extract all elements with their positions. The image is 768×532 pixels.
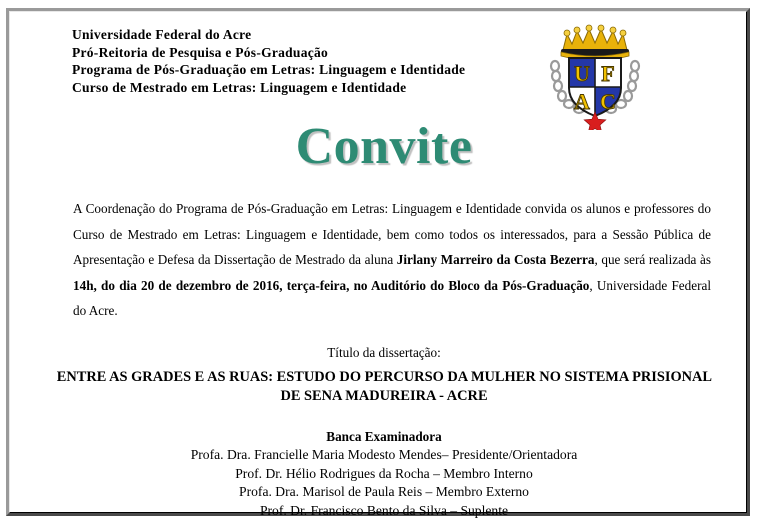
header-line-proreitoria: Pró-Reitoria de Pesquisa e Pós-Graduação (72, 44, 329, 60)
header-line-university: Universidade Federal do Acre (72, 27, 252, 42)
svg-text:U: U (574, 61, 590, 86)
body-segment-intro: A Coordenação do Programa de Pós-Graduação em Letras: Linguagem e Identidade convida os alunos e professores do Curso de Mestrado em Letras: Linguagem e Identidade, bem como todos os interessados, para a Sessão Pública de Apresentação e Defesa da Dissertação de Mestrado da aluna (73, 201, 711, 268)
dissertation-title-line-1: ENTRE AS GRADES E AS RUAS: ESTUDO DO PERCURSO DA MULHER NO SISTEMA PRISIONAL (56, 369, 712, 385)
body-segment-datetime-location: 14h, do dia 20 de dezembro de 2016, terça-feira, no Auditório do Bloco da Pós-Graduação (73, 277, 590, 293)
svg-text:F: F (601, 61, 615, 86)
committee-member: Prof. Dr. Francisco Bento da Silva – Suplente (259, 502, 509, 518)
convite-title: Convite (295, 118, 473, 175)
svg-text:A: A (574, 89, 590, 114)
body-segment-connector: , que será realizada às (594, 252, 711, 268)
body-segment-closing: , Universidade Federal do Acre. (73, 277, 711, 319)
committee-member: Profa. Dra. Francielle Maria Modesto Mendes– Presidente/Orientadora (190, 447, 578, 462)
svg-text:C: C (600, 89, 616, 114)
committee-member: Prof. Dr. Hélio Rodrigues da Rocha – Membro Interno (235, 465, 533, 481)
dissertation-label: Título da dissertação: (327, 345, 441, 360)
committee-heading: Banca Examinadora (326, 429, 442, 444)
institution-header (72, 26, 532, 96)
dissertation-title (54, 368, 714, 406)
dissertation-title-line-2: DE SENA MADUREIRA - ACRE (280, 388, 488, 404)
invitation-body-paragraph (73, 196, 711, 324)
header-line-program: Programa de Pós-Graduação em Letras: Linguagem e Identidade (72, 62, 466, 77)
committee-member: Profa. Dra. Marisol de Paula Reis – Membro Externo (239, 484, 529, 499)
header-line-course: Curso de Mestrado em Letras: Linguagem e Identidade (72, 79, 407, 95)
body-segment-student-name: Jirlany Marreiro da Costa Bezerra (396, 252, 595, 268)
convite-title-wrapper (0, 117, 768, 176)
examining-committee (0, 428, 768, 520)
ufac-coat-of-arms-icon (545, 22, 645, 130)
